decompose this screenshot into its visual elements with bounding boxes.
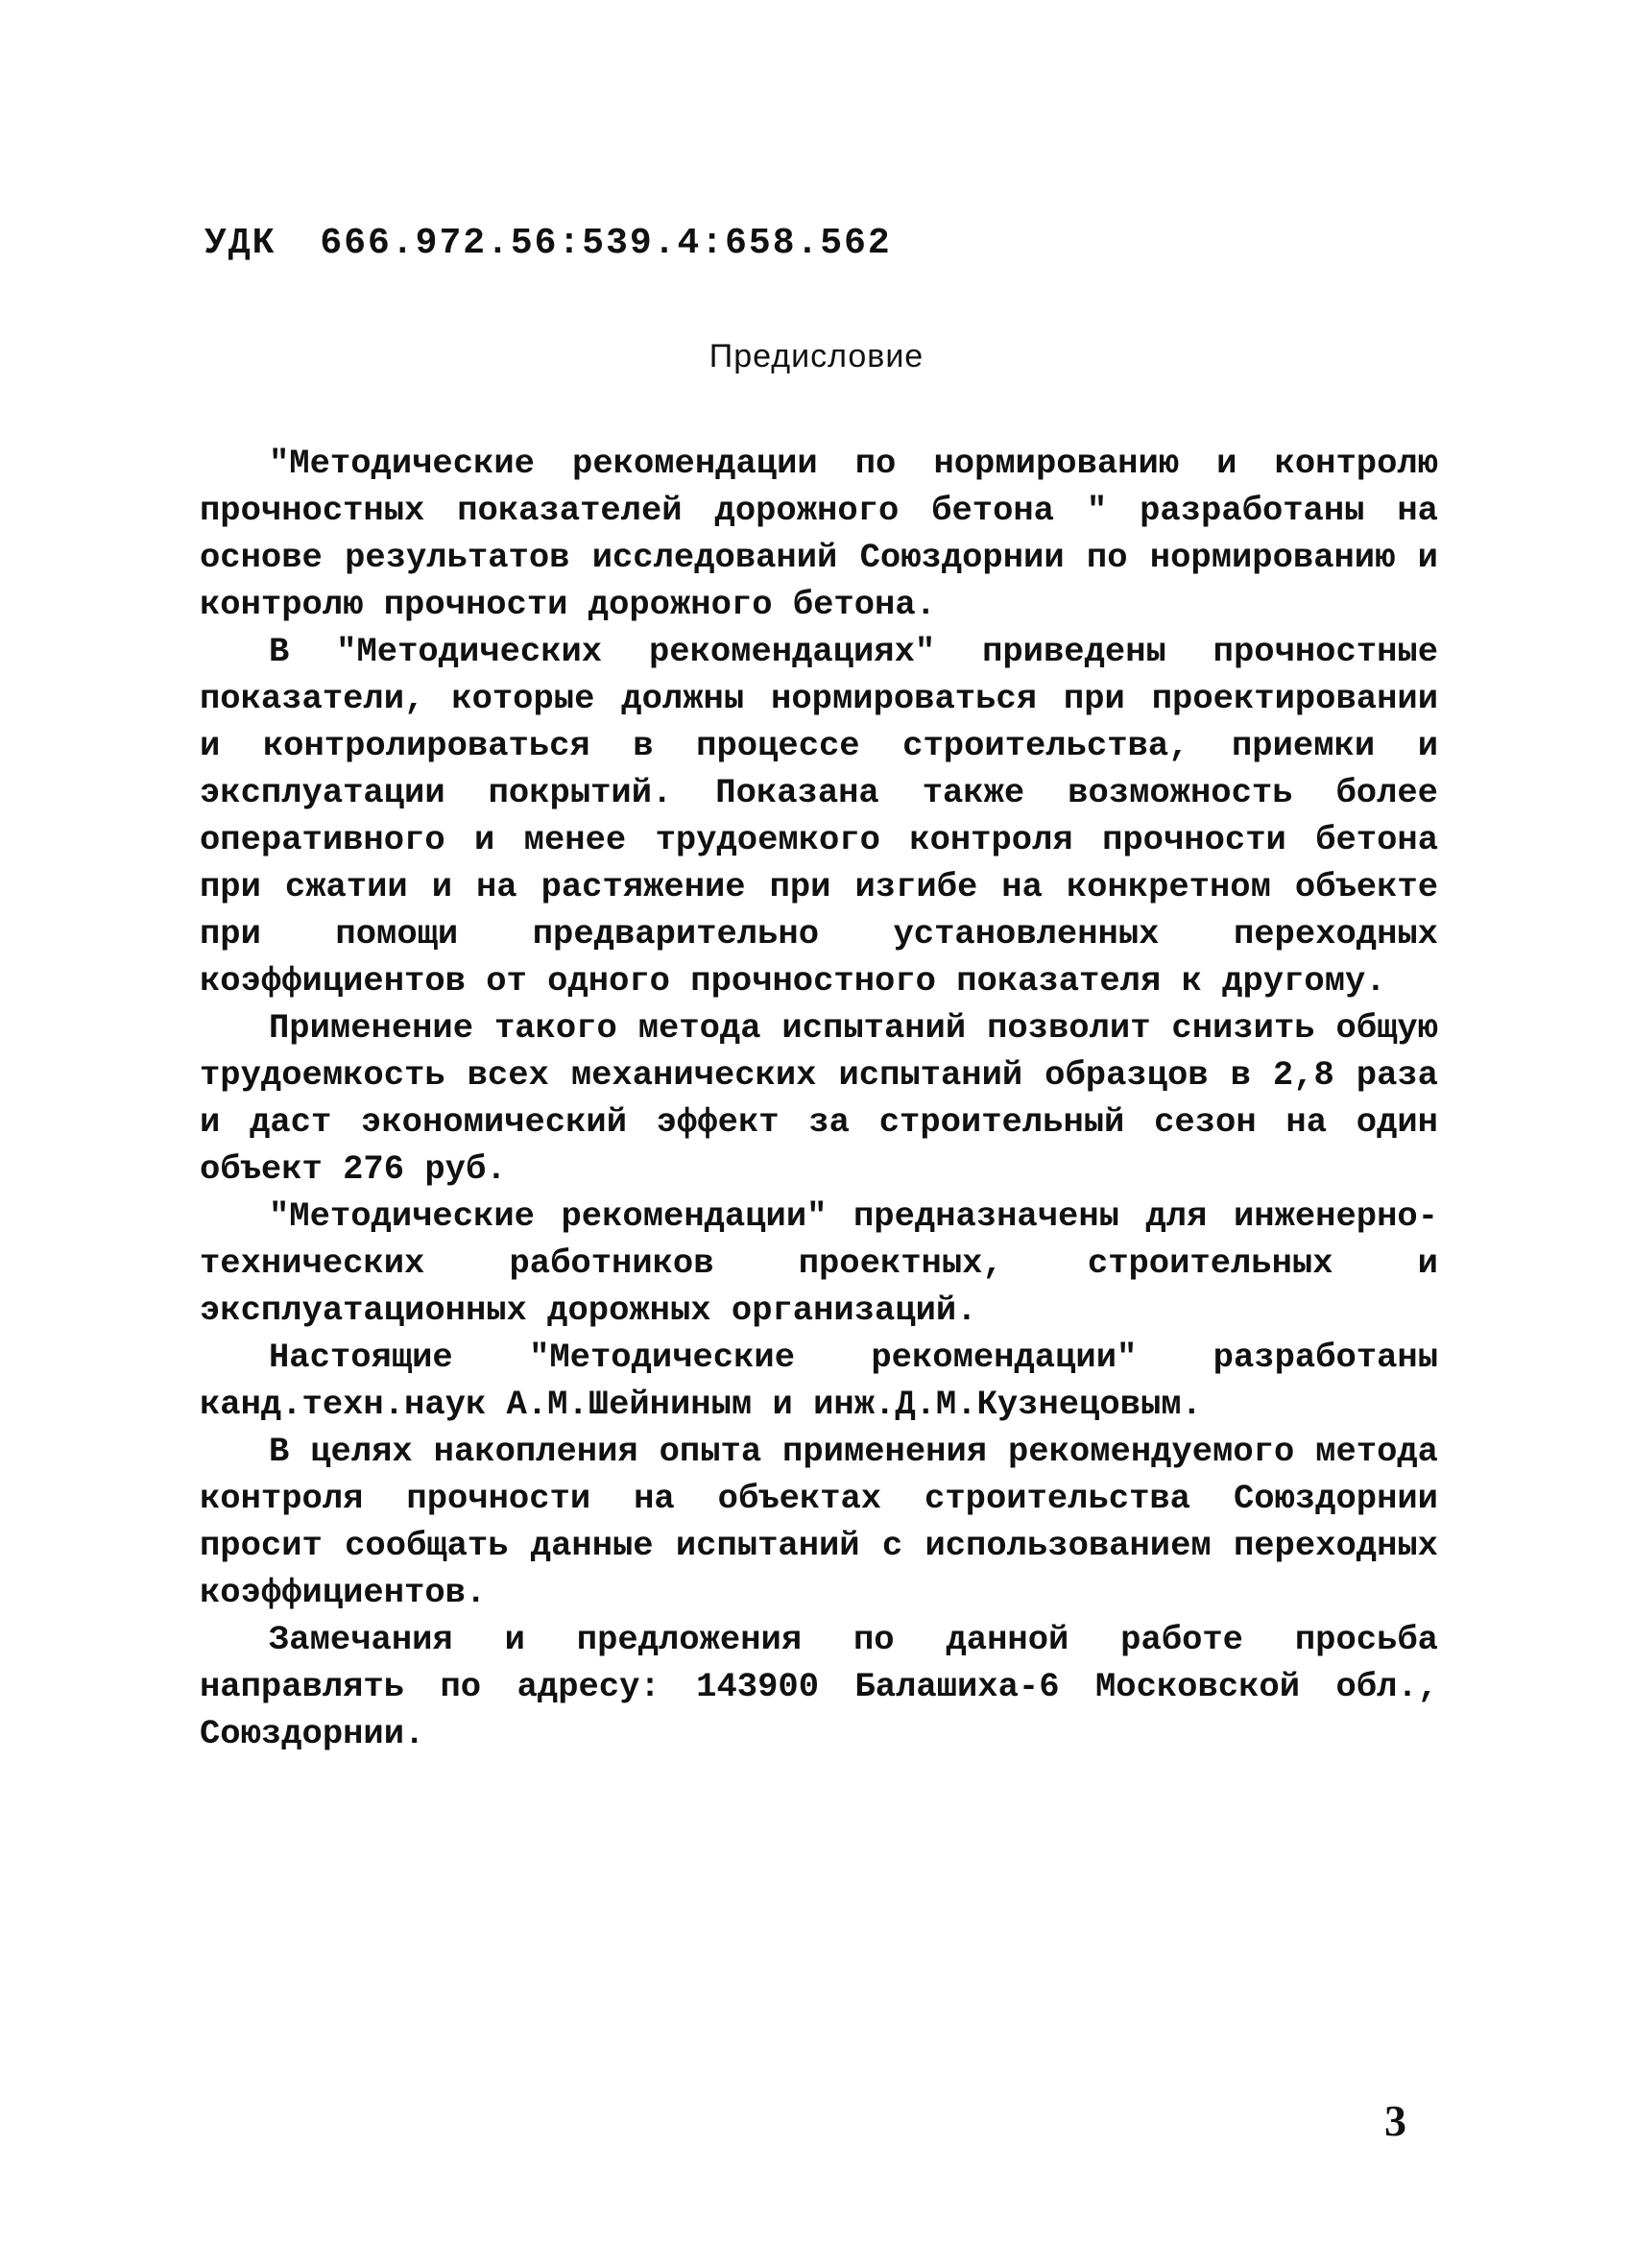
paragraph-4: "Методические рекомендации" предназначены для инженерно-технических работников проектных, строительных и эксплуатационных дорожных организаций. <box>200 1196 1438 1330</box>
paragraph-2: В "Методических рекомендациях" приведены прочностные показатели, которые должны нормироваться при проектировании и контролироваться в процессе строительства, приемки и эксплуатации покрытий. Показана также возможность более оперативного и менее трудоемкого контроля прочности бетона при сжатии и на растяжение при изгибе на конкретном объекте при помощи предварительно установленных переходных коэффициентов от одного прочностного показателя к другому. <box>200 632 1438 1001</box>
paragraph-1: "Методические рекомендации по нормированию и контролю прочностных показателей дорожного бетона " разработаны на основе результатов исследований Союздорнии по нормированию и контролю прочности дорожного бетона. <box>200 444 1438 624</box>
paragraph-6: В целях накопления опыта применения рекомендуемого метода контроля прочности на объектах строительства Союздорнии просит сообщать данные испытаний с использованием переходных коэффициентов. <box>200 1432 1438 1612</box>
udk-classification <box>204 223 892 264</box>
udk-label: УДК <box>204 223 276 264</box>
paragraph-7: Замечания и предложения по данной работе просьба направлять по адресу: 143900 Балашиха-6 Московской обл., Союздорнии. <box>200 1620 1438 1753</box>
page-heading: Предисловие <box>708 338 925 374</box>
paragraph-5: Настоящие "Методические рекомендации" разработаны канд.техн.наук А.М.Шейниным и инж.Д.М.Кузнецовым. <box>200 1338 1438 1424</box>
preface-body <box>200 440 1438 1757</box>
page-number: 3 <box>1384 2096 1406 2145</box>
udk-code: 666.972.56:539.4:658.562 <box>320 223 892 264</box>
paragraph-3: Применение такого метода испытаний позволит снизить общую трудоемкость всех механических испытаний образцов в 2,8 раза и даст экономический эффект за строительный сезон на один объект 276 руб. <box>200 1008 1438 1189</box>
